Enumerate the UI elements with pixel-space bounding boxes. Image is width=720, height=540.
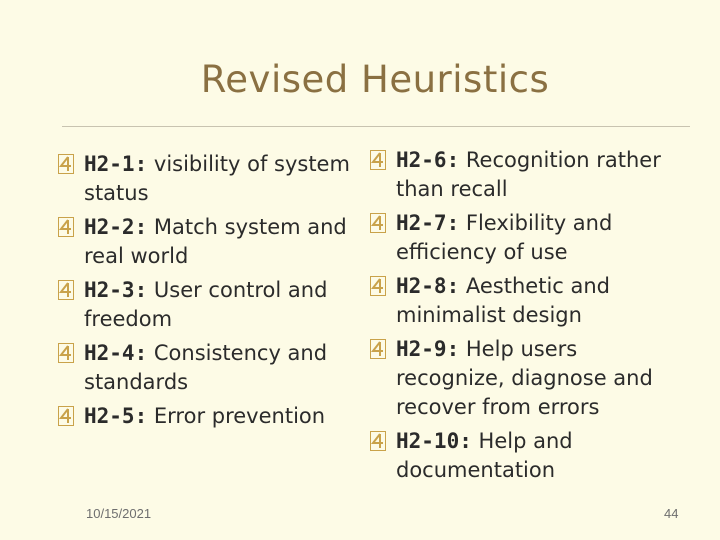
heuristic-text: Help and documentation xyxy=(396,429,573,482)
heuristic-text: Consistency and standards xyxy=(84,341,328,394)
list-item xyxy=(58,402,358,431)
numbered-four-bullet-icon xyxy=(370,431,386,451)
heuristic-code: H2-10: xyxy=(396,429,472,453)
heuristic-text: Match system and real world xyxy=(84,215,347,268)
list-item xyxy=(58,276,358,334)
heuristic-code: H2-1: xyxy=(84,152,148,176)
heuristic-text: Flexibility and efficiency of use xyxy=(396,211,613,264)
numbered-four-bullet-icon xyxy=(58,343,74,363)
heuristic-code: H2-6: xyxy=(396,148,460,172)
list-item xyxy=(370,146,675,204)
slide-title: Revised Heuristics xyxy=(200,58,550,101)
heuristic-text: Recognition rather than recall xyxy=(396,148,661,201)
title-divider xyxy=(62,126,690,127)
right-heuristics-list xyxy=(370,146,675,490)
numbered-four-bullet-icon xyxy=(58,406,74,426)
list-item xyxy=(370,272,675,330)
list-item xyxy=(370,427,675,485)
heuristic-text: User control and freedom xyxy=(84,278,328,331)
heuristic-code: H2-9: xyxy=(396,337,460,361)
numbered-four-bullet-icon xyxy=(58,217,74,237)
heuristic-text: Aesthetic and minimalist design xyxy=(396,274,611,327)
list-item xyxy=(58,213,358,271)
heuristic-code: H2-2: xyxy=(84,215,148,239)
numbered-four-bullet-icon xyxy=(58,154,74,174)
numbered-four-bullet-icon xyxy=(370,276,386,296)
numbered-four-bullet-icon xyxy=(370,150,386,170)
left-heuristics-list xyxy=(58,150,358,436)
heuristic-code: H2-8: xyxy=(396,274,460,298)
numbered-four-bullet-icon xyxy=(370,213,386,233)
heuristic-code: H2-5: xyxy=(84,404,148,428)
numbered-four-bullet-icon xyxy=(370,339,386,359)
heuristic-code: H2-7: xyxy=(396,211,460,235)
list-item xyxy=(370,209,675,267)
list-item xyxy=(370,335,675,422)
footer-date: 10/15/2021 xyxy=(86,506,152,521)
list-item xyxy=(58,150,358,208)
heuristic-text: Error prevention xyxy=(147,404,326,428)
heuristic-text: visibility of system status xyxy=(84,152,350,205)
heuristic-code: H2-3: xyxy=(84,278,148,302)
list-item xyxy=(58,339,358,397)
heuristic-code: H2-4: xyxy=(84,341,148,365)
numbered-four-bullet-icon xyxy=(58,280,74,300)
page-number: 44 xyxy=(664,506,679,521)
heuristic-text: Help users recognize, diagnose and recover from errors xyxy=(396,337,653,419)
